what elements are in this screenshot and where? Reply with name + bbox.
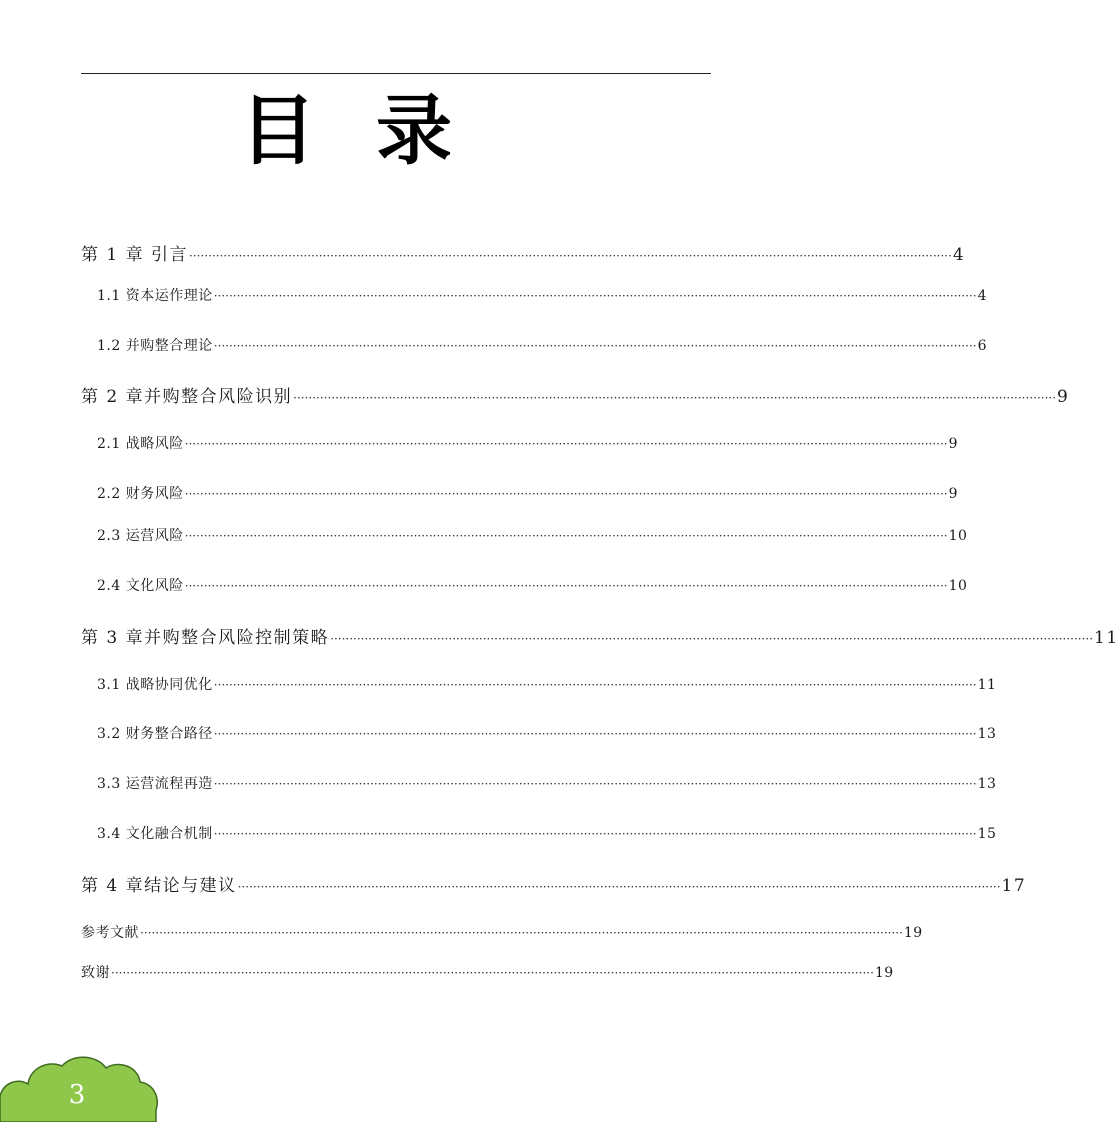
toc-entry-chapter-4[interactable] — [81, 871, 1027, 896]
toc-entry-page: 13 — [977, 726, 997, 742]
toc-entry-page: 19 — [903, 925, 923, 941]
page-number: 3 — [68, 1080, 86, 1110]
toc-entry-section-2-4[interactable] — [97, 575, 968, 595]
toc-entry-page: 9 — [948, 486, 959, 502]
toc-title-char-2: 录 — [376, 86, 452, 175]
toc-entry-label: 3.2 财务整合路径 — [97, 726, 213, 742]
toc-entry-label: 3.3 运营流程再造 — [97, 776, 213, 792]
toc-entry-section-1-2[interactable] — [97, 335, 988, 355]
toc-entry-label: 第 3 章并购整合风险控制策略 — [81, 628, 330, 648]
toc-leader-dots: ········································································································································································································ — [213, 289, 977, 303]
toc-entry-label: 2.4 文化风险 — [97, 578, 184, 594]
toc-entry-label: 第 1 章 引言 — [81, 245, 189, 265]
toc-leader-dots: ········································································································································································································ — [213, 339, 977, 353]
toc-leader-dots: ········································································································································································································ — [213, 678, 977, 692]
toc-leader-dots: ········································································································································································································ — [213, 827, 977, 841]
toc-entry-page: 15 — [977, 826, 997, 842]
toc-entry-page: 6 — [977, 338, 988, 354]
toc-entry-page: 13 — [977, 776, 997, 792]
toc-entry-section-2-2[interactable] — [97, 483, 959, 503]
toc-entry-page: 19 — [874, 965, 894, 981]
toc-entry-section-1-1[interactable] — [97, 285, 988, 305]
toc-leader-dots: ········································································································································································································ — [184, 487, 948, 501]
toc-title-char-1: 目 — [240, 86, 316, 175]
toc-entry-label: 2.3 运营风险 — [97, 528, 184, 544]
toc-leader-dots: ········································································································································································································ — [184, 437, 948, 451]
toc-entry-page: 9 — [948, 436, 959, 452]
toc-entry-section-3-1[interactable] — [97, 674, 997, 694]
toc-entry-label: 2.2 财务风险 — [97, 486, 184, 502]
toc-entry-chapter-3[interactable] — [81, 623, 1119, 648]
toc-entry-label: 3.1 战略协同优化 — [97, 677, 213, 693]
toc-entry-section-2-1[interactable] — [97, 433, 959, 453]
toc-leader-dots: ········································································································································································································ — [237, 880, 1001, 894]
toc-entry-references[interactable] — [81, 922, 923, 942]
toc-entry-page: 11 — [977, 677, 997, 693]
toc-entry-label: 3.4 文化融合机制 — [97, 826, 213, 842]
toc-entry-chapter-1[interactable] — [81, 240, 966, 265]
toc-entry-label: 1.1 资本运作理论 — [97, 288, 213, 304]
toc-entry-section-2-3[interactable] — [97, 525, 968, 545]
toc-entry-section-3-2[interactable] — [97, 723, 997, 743]
toc-entry-page: 4 — [977, 288, 988, 304]
toc-leader-dots: ········································································································································································································ — [293, 391, 1057, 405]
toc-entry-label: 参考文献 — [81, 925, 139, 941]
toc-leader-dots: ········································································································································································································ — [330, 632, 1094, 646]
toc-entry-section-3-3[interactable] — [97, 773, 997, 793]
toc-leader-dots: ········································································································································································································ — [184, 579, 948, 593]
toc-entry-page: 17 — [1001, 876, 1027, 896]
toc-entry-label: 2.1 战略风险 — [97, 436, 184, 452]
toc-leader-dots: ········································································································································································································ — [189, 249, 952, 263]
toc-entry-page: 10 — [948, 528, 968, 544]
toc-entry-page: 9 — [1057, 387, 1070, 407]
toc-title — [240, 86, 452, 176]
header-rule — [81, 73, 711, 74]
toc-entry-label: 1.2 并购整合理论 — [97, 338, 213, 354]
toc-entry-label: 致谢 — [81, 965, 110, 981]
toc-leader-dots: ········································································································································································································ — [111, 966, 874, 980]
toc-entry-page: 11 — [1094, 628, 1119, 648]
toc-leader-dots: ········································································································································································································ — [140, 926, 903, 940]
toc-entry-label: 第 2 章并购整合风险识别 — [81, 387, 293, 407]
toc-leader-dots: ········································································································································································································ — [184, 529, 948, 543]
toc-leader-dots: ········································································································································································································ — [213, 777, 977, 791]
toc-leader-dots: ········································································································································································································ — [213, 727, 977, 741]
toc-entry-page: 4 — [952, 245, 966, 265]
toc-entry-chapter-2[interactable] — [81, 382, 1070, 407]
toc-entry-label: 第 4 章结论与建议 — [81, 876, 237, 896]
toc-entry-page: 10 — [948, 578, 968, 594]
toc-entry-section-3-4[interactable] — [97, 823, 997, 843]
toc-entry-acknowledgements[interactable] — [81, 962, 894, 982]
